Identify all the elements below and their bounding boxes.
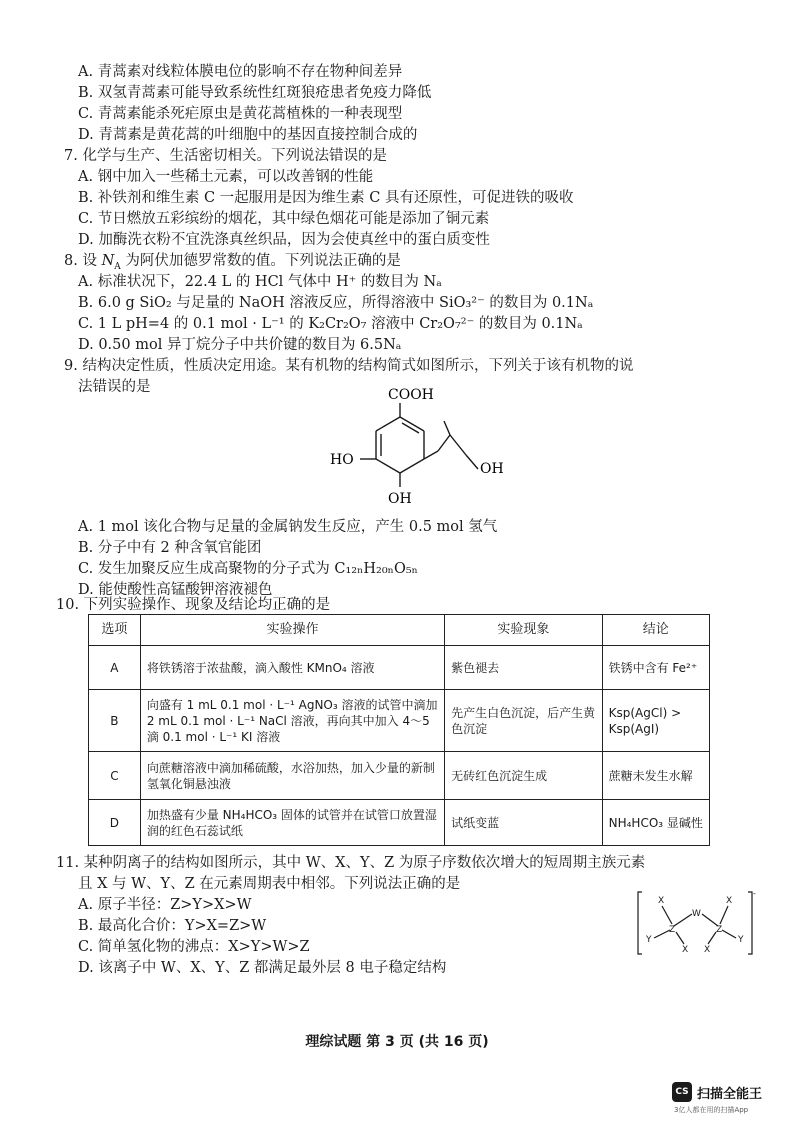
q9-option-b: B. 分子中有 2 种含氧官能团: [78, 540, 262, 556]
phenomenon-cell: 先产生白色沉淀，后产生黄色沉淀: [445, 690, 603, 752]
q7-option-b: B. 补铁剂和维生素 C 一起服用是因为维生素 C 具有还原性，可促进铁的吸收: [78, 190, 574, 206]
q9-option-a: A. 1 mol 该化合物与足量的金属钠发生反应，产生 0.5 mol 氢气: [78, 519, 498, 535]
q10-table: [88, 614, 710, 846]
brand-name: 扫描全能王: [697, 1087, 763, 1102]
q6-option-a: A. 青蒿素对线粒体膜电位的影响不存在物种间差异: [78, 64, 403, 80]
q9-option-c: C. 发生加聚反应生成高聚物的分子式为 C₁₂ₙH₂₀ₙO₅ₙ: [78, 561, 418, 577]
ion-x-label: X: [704, 945, 711, 955]
ion-x-label: X: [682, 945, 689, 955]
conclusion-cell: Ksp(AgCl) > Ksp(AgI): [602, 690, 709, 752]
q6-option-b: B. 双氢青蒿素可能导致系统性红斑狼疮患者免疫力降低: [78, 85, 432, 101]
ho-left-label: HO: [330, 452, 354, 468]
q9-structure-diagram: [320, 383, 520, 515]
ion-y-label: Y: [738, 935, 744, 945]
q11-option-d: D. 该离子中 W、X、Y、Z 都满足最外层 8 电子稳定结构: [78, 960, 447, 976]
q11-option-c: C. 简单氢化物的沸点：X>Y>W>Z: [78, 939, 310, 955]
q9-stem-line2: 法错误的是: [78, 379, 151, 395]
q6-option-d: D. 青蒿素是黄花蒿的叶细胞中的基因直接控制合成的: [78, 127, 418, 143]
ion-y-label: Y: [646, 935, 652, 945]
table-header-cell: 结论: [602, 615, 709, 646]
page-footer: 理综试题 第 3 页 (共 16 页): [305, 1034, 489, 1050]
option-cell: A: [89, 646, 141, 690]
q9-stem-line1: 9. 结构决定性质，性质决定用途。某有机物的结构简式如图所示，下列关于该有机物的说: [64, 358, 634, 374]
table-header-cell: 实验现象: [445, 615, 603, 646]
option-cell: C: [89, 752, 141, 800]
q8-stem: 8. 设 $N_A$ 为阿伏加德罗常数的值。下列说法正确的是: [64, 253, 401, 272]
table-row: [89, 646, 710, 690]
q11-option-b: B. 最高化合价：Y>X=Z>W: [78, 918, 267, 934]
q10-stem: 10. 下列实验操作、现象及结论均正确的是: [56, 597, 331, 613]
cs-logo-icon: CS: [672, 1082, 692, 1102]
brand-tagline: 3亿人都在用的扫描App: [674, 1106, 749, 1114]
q6-option-c: C. 青蒿素能杀死疟原虫是黄花蒿植株的一种表现型: [78, 106, 403, 122]
q11-stem-line2: 且 X 与 W、Y、Z 在元素周期表中相邻。下列说法正确的是: [78, 876, 461, 892]
operation-cell: 加热盛有少量 NH₄HCO₃ 固体的试管并在试管口放置湿润的红色石蕊试纸: [140, 800, 444, 846]
cooh-label: COOH: [388, 387, 434, 403]
operation-cell: 将铁锈溶于浓盐酸，滴入酸性 KMnO₄ 溶液: [140, 646, 444, 690]
oh-bottom-label: OH: [388, 491, 412, 507]
operation-cell: 向蔗糖溶液中滴加稀硫酸，水浴加热，加入少量的新制氢氧化铜悬浊液: [140, 752, 444, 800]
q8-option-b: B. 6.0 g SiO₂ 与足量的 NaOH 溶液反应，所得溶液中 SiO₃²⁻ 的数目为 0.1Nₐ: [78, 295, 594, 311]
q11-option-a: A. 原子半径：Z>Y>X>W: [78, 897, 252, 913]
table-row: [89, 800, 710, 846]
table-header-cell: 选项: [89, 615, 141, 646]
q11-ion-structure: [636, 888, 758, 958]
option-cell: B: [89, 690, 141, 752]
ion-z-label: Z: [669, 925, 676, 935]
operation-cell: 向盛有 1 mL 0.1 mol · L⁻¹ AgNO₃ 溶液的试管中滴加 2 mL 0.1 mol · L⁻¹ NaCl 溶液，再向其中加入 4～5 滴 0.1 mol · L⁻¹ KI 溶液: [140, 690, 444, 752]
phenomenon-cell: 试纸变蓝: [445, 800, 603, 846]
q9-option-d: D. 能使酸性高锰酸钾溶液褪色: [78, 582, 273, 598]
q7-stem: 7. 化学与生产、生活密切相关。下列说法错误的是: [64, 148, 387, 164]
phenomenon-cell: 紫色褪去: [445, 646, 603, 690]
q11-stem-line1: 11. 某种阴离子的结构如图所示，其中 W、X、Y、Z 为原子序数依次增大的短周期主族元素: [56, 855, 646, 871]
conclusion-cell: 蔗糖未发生水解: [602, 752, 709, 800]
table-header-cell: 实验操作: [140, 615, 444, 646]
ion-w-label: W: [692, 909, 701, 919]
ion-z-label: Z: [716, 925, 723, 935]
scanner-watermark: [672, 1082, 780, 1116]
q7-option-d: D. 加酶洗衣粉不宜洗涤真丝织品，因为会使真丝中的蛋白质变性: [78, 232, 490, 248]
q8-option-a: A. 标准状况下，22.4 L 的 HCl 气体中 H⁺ 的数目为 Nₐ: [78, 274, 442, 290]
oh-right-label: OH: [480, 461, 504, 477]
table-header-row: [89, 615, 710, 646]
ion-charge-label: -: [753, 889, 756, 898]
q7-option-a: A. 钢中加入一些稀土元素，可以改善钢的性能: [78, 169, 374, 185]
q7-option-c: C. 节日燃放五彩缤纷的烟花，其中绿色烟花可能是添加了铜元素: [78, 211, 490, 227]
ion-x-label: X: [658, 896, 665, 906]
conclusion-cell: 铁锈中含有 Fe²⁺: [602, 646, 709, 690]
phenomenon-cell: 无砖红色沉淀生成: [445, 752, 603, 800]
q8-option-d: D. 0.50 mol 异丁烷分子中共价键的数目为 6.5Nₐ: [78, 337, 402, 353]
option-cell: D: [89, 800, 141, 846]
conclusion-cell: NH₄HCO₃ 显碱性: [602, 800, 709, 846]
table-row: [89, 690, 710, 752]
ion-x-label: X: [726, 896, 733, 906]
q8-option-c: C. 1 L pH=4 的 0.1 mol · L⁻¹ 的 K₂Cr₂O₇ 溶液中 Cr₂O₇²⁻ 的数目为 0.1Nₐ: [78, 316, 583, 332]
table-row: [89, 752, 710, 800]
